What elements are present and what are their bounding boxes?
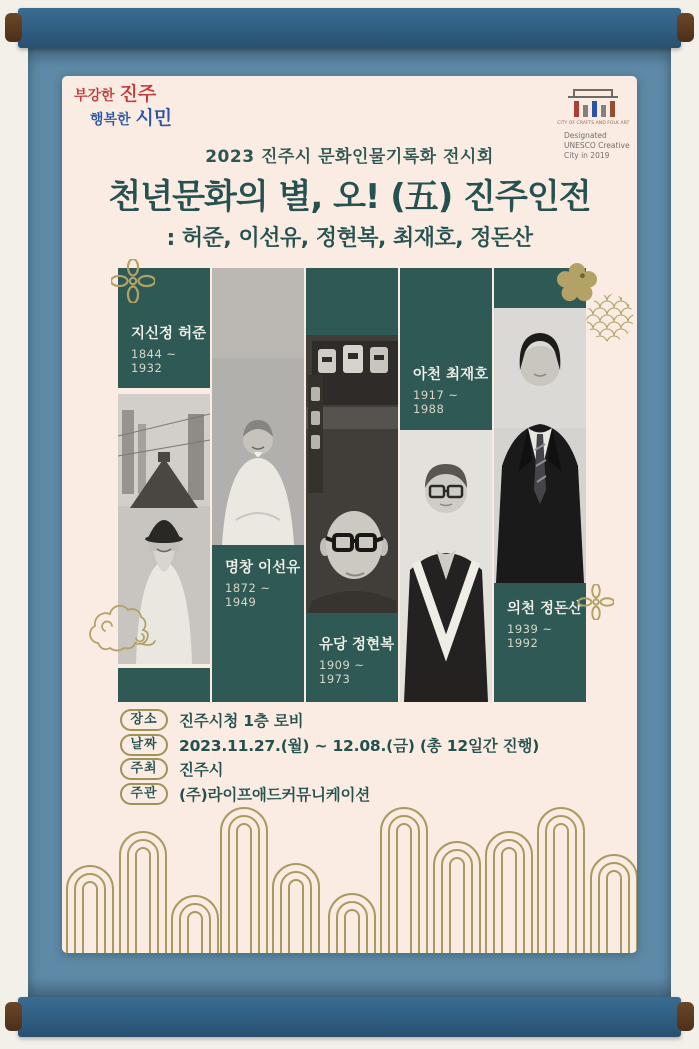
city-slogan — [74, 83, 172, 131]
poster-title: 천년문화의 별, 오! (五) 진주인전 — [108, 177, 591, 217]
wave-pattern-icon — [586, 294, 634, 342]
panel-person-years: 1939 ~ 1992 — [507, 622, 553, 650]
panel-label-block — [212, 545, 304, 702]
portrait-panel-choe-jae-ho — [400, 268, 492, 702]
poster-subtitle-names: : 허준, 이선유, 정현복, 최재호, 정돈산 — [166, 226, 533, 251]
info-row-date — [120, 735, 539, 755]
info-section — [120, 710, 539, 808]
panel-label-block — [400, 268, 492, 430]
portrait-panel-jeong-hyeon-bok — [306, 268, 398, 702]
panel-person-name: 명창 이선유 — [225, 560, 301, 576]
info-value: 진주시 — [179, 761, 224, 779]
panel-person-name: 유당 정현복 — [319, 637, 395, 653]
jinju-craft-city-logo-icon — [565, 86, 621, 120]
cross-flower-icon — [111, 259, 155, 303]
scroll-body — [28, 48, 671, 997]
exhibition-label: 2023 진주시 문화인물기록화 전시회 — [205, 147, 494, 167]
info-row-place — [120, 710, 539, 730]
panel-person-name: 지신정 허준 — [131, 326, 207, 342]
slogan-line-1: 부강한 진주 — [74, 83, 157, 105]
slogan-line-2: 행복한 시민 — [90, 106, 173, 129]
portrait-photo — [212, 268, 304, 545]
scroll-knob-left — [5, 1002, 22, 1031]
panel-person-years: 1917 ~ 1988 — [413, 388, 459, 416]
panel-person-years: 1909 ~ 1973 — [319, 658, 365, 686]
photo-strip — [118, 268, 586, 702]
panel-person-name: 아천 최재호 — [413, 367, 489, 383]
panel-footer-block — [118, 668, 210, 702]
portrait-photo — [306, 335, 398, 613]
cross-flower-icon — [578, 584, 614, 620]
info-value: 진주시청 1층 로비 — [179, 712, 304, 730]
panel-person-years: 1844 ~ 1932 — [131, 347, 177, 375]
info-badge: 날짜 — [120, 734, 168, 756]
info-badge: 주관 — [120, 783, 168, 805]
scroll-knob-right — [677, 1002, 694, 1031]
portrait-panel-jeong-don-san — [494, 268, 586, 702]
scroll-knob-left — [5, 13, 22, 42]
cloud-icon — [84, 586, 156, 660]
scroll-roller-bottom — [18, 997, 681, 1037]
info-value: (주)라이프애드커뮤니케이션 — [179, 785, 371, 804]
scroll-knob-right — [677, 13, 694, 42]
info-value: 2023.11.27.(월) ~ 12.08.(금) (총 12일간 진행) — [179, 736, 540, 755]
info-row-organizer — [120, 784, 539, 804]
portrait-panel-lee-seon-yu — [212, 268, 304, 702]
poster — [62, 76, 637, 953]
panel-label-block — [306, 613, 398, 702]
unesco-designation-text: Designated UNESCO Creative City in 2019 — [564, 131, 630, 160]
portrait-photo — [494, 308, 586, 583]
logo-caption: CITY OF CRAFTS AND FOLK ART — [557, 120, 630, 126]
panel-label-block — [494, 583, 586, 702]
panel-person-name: 의천 정돈산 — [507, 601, 583, 617]
portrait-photo — [400, 430, 492, 702]
arch-pattern — [62, 806, 637, 953]
scroll-roller-top — [18, 8, 681, 48]
info-badge: 장소 — [120, 709, 168, 731]
panel-header-block — [306, 268, 398, 335]
info-badge: 주최 — [120, 758, 168, 780]
panel-person-years: 1872 ~ 1949 — [225, 581, 271, 609]
info-row-host — [120, 759, 539, 779]
